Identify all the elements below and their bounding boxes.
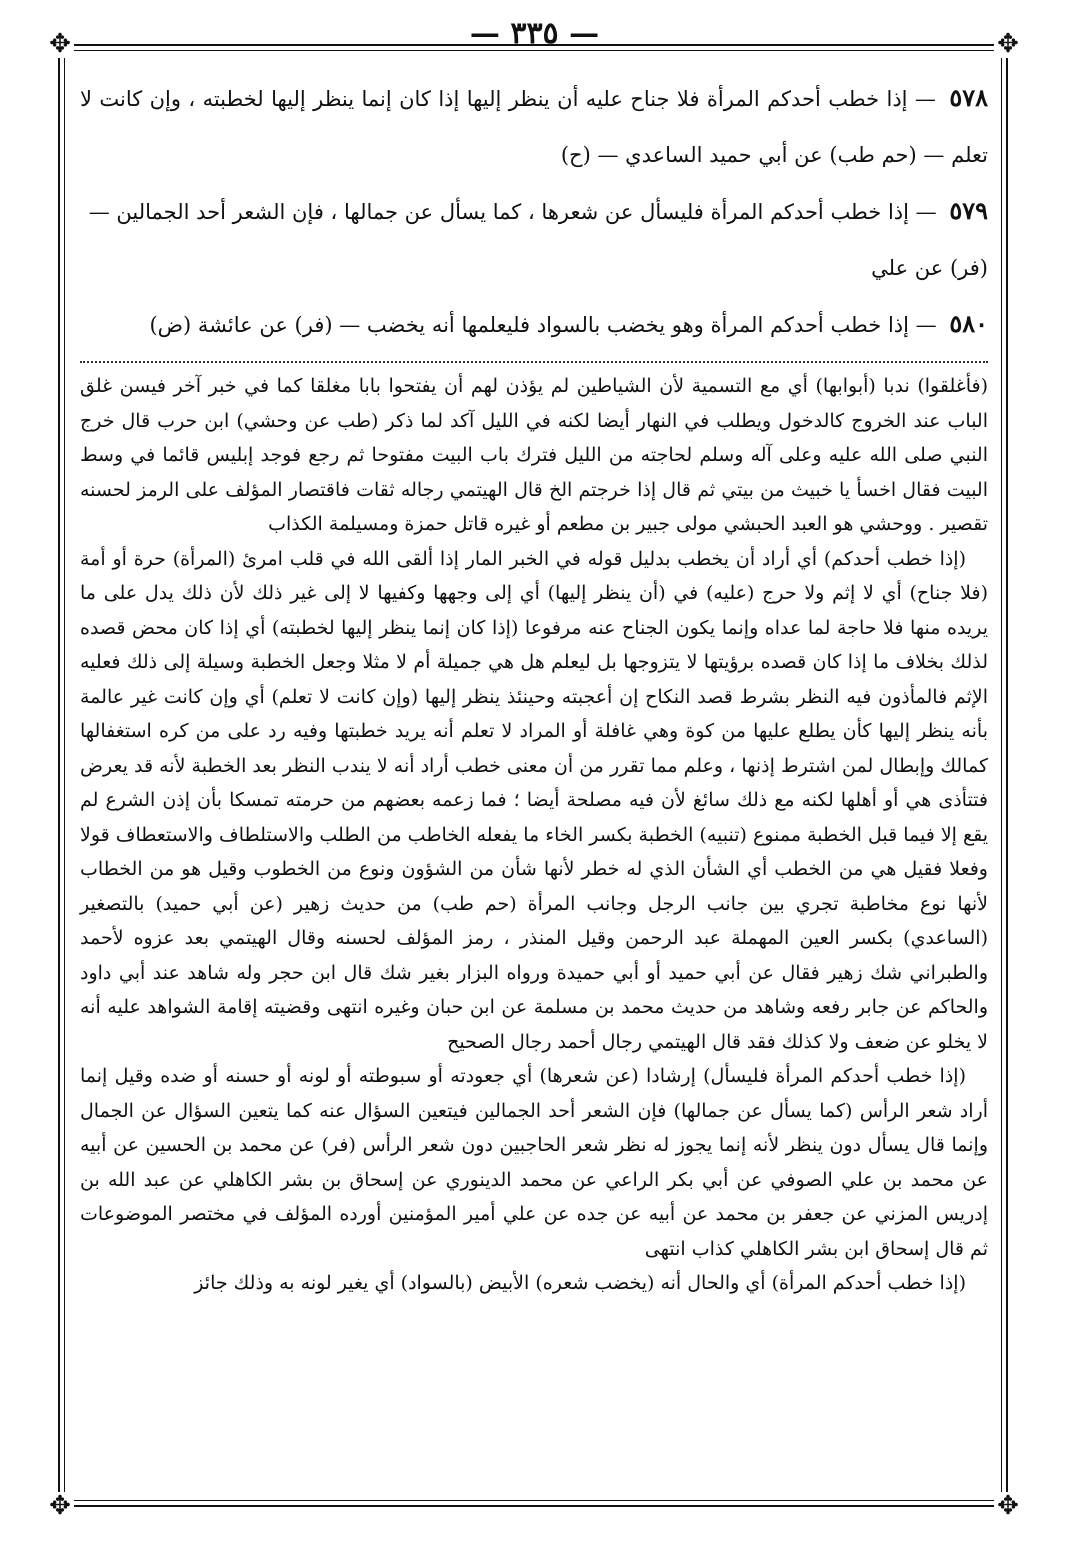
corner-ornament-icon: ✥ bbox=[46, 30, 74, 58]
hadith-source: — (حم طب) عن أبي حميد الساعدي — (ح) bbox=[560, 143, 945, 167]
hadith-number: ٥٧٨ bbox=[949, 83, 988, 112]
page-number: — ٣٣٥ — bbox=[469, 16, 600, 51]
dotted-separator bbox=[80, 361, 988, 363]
hadith-580 bbox=[80, 296, 988, 353]
corner-ornament-icon: ✥ bbox=[994, 30, 1022, 58]
commentary-paragraph: (إذا خطب أحدكم المرأة) أي والحال أنه (يخضب شعره) الأبيض (بالسواد) أي يغير لونه به وذلك جائز bbox=[194, 1272, 966, 1294]
hadith-source: — (فر) عن عائشة (ض) bbox=[149, 313, 361, 337]
commentary-paragraph: (إذا خطب أحدكم المرأة فليسأل) إرشادا (عن شعرها) أي جعودته أو سبوطته أو لونه أو حسنه أو ضده وقيل إنما أراد شعر الرأس (كما يسأل عن جمالها) فإن الشعر أحد الجمالين فيتعين السؤال عنه كما يتعين السؤال عن الجمال وإنما قال يسأل دون ينظر لأنه إنما يجوز له نظر شعر الحاجبين دون شعر الرأس (فر) عن محمد بن الحسين عن أبيه عن محمد بن علي الصوفي عن أبي بكر الراعي عن محمد الدينوري عن إسحاق بن بشر الكاهلي عن عبد الله بن إدريس المزني عن جعفر بن محمد عن أبيه عن جده عن علي أمير المؤمنين أورده المؤلف في مختصر الموضوعات ثم قال إسحاق ابن بشر الكاهلي كذاب انتهى bbox=[80, 1065, 988, 1260]
commentary bbox=[80, 369, 988, 1301]
hadith-text: — إذا خطب أحدكم المرأة فلا جناح عليه أن ينظر إليها إذا كان إنما ينظر إليها لخطبته ، وإن كانت لا تعلم bbox=[80, 87, 988, 167]
page-content bbox=[80, 70, 988, 1490]
hadith-text: — إذا خطب أحدكم المرأة فليسأل عن شعرها ، كما يسأل عن جمالها ، فإن الشعر أحد الجمالين — bbox=[88, 200, 937, 224]
commentary-paragraph: (فأغلقوا) ندبا (أبوابها) أي مع التسمية لأن الشياطين لم يؤذن لهم أن يفتحوا بابا مغلقا كما في خبر آخر فيسن غلق الباب عند الخروج كالدخول ويطلب في النهار أيضا لكنه في الليل آكد لما ذكر (طب عن وحشي) ابن حرب قال خرج النبي صلى الله عليه وعلى آله وسلم لحاجته من الليل فترك باب البيت مفتوحا ثم رجع فوجد إبليس قائما في وسط البيت فقال اخسأ يا خبيث من بيتي ثم قال إذا خرجتم الخ قال الهيتمي رجاله ثقات فاقتصار المؤلف على الرمز لحسنه تقصير . ووحشي هو العبد الحبشي مولى جبير بن مطعم أو غيره قاتل حمزة ومسيلمة الكذاب bbox=[80, 375, 988, 535]
hadith-source: (فر) عن علي bbox=[871, 256, 988, 280]
hadith-number: ٥٧٩ bbox=[949, 196, 988, 225]
hadith-579 bbox=[80, 183, 988, 296]
commentary-paragraph: (إذا خطب أحدكم) أي أراد أن يخطب بدليل قوله في الخبر المار إذا ألقى الله في قلب امرئ (المرأة) حرة أو أمة (فلا جناح) أي لا إثم ولا حرج (عليه) في (أن ينظر إليها) أي إلى وجهها وكفيها لا إلى غير ذلك لأن ذلك يدل على ما يريده منها فلا حاجة لما عداه وإنما يكون الجناح عنه مرفوعا (إذا كان إنما ينظر إليها لخطبته) أي إذا كان محض قصده لذلك بخلاف ما إذا كان قصده برؤيتها لا يتزوجها بل ليعلم هل هي جميلة أم لا مثلا وجعل الخطبة وسيلة إلى ذلك فعليه الإثم فالمأذون فيه النظر بشرط قصد النكاح إن أعجبته وحينئذ ينظر إليها (وإن كانت لا تعلم) أي وإن كانت غير عالمة بأنه ينظر إليها كأن يطلع عليها من كوة وهي غافلة أو المراد لا تعلم أنه يريد خطبتها وفيه رد على من كره استغفالها كمالك وإبطال لمن اشترط إذنها ، وعلم مما تقرر من أن معنى خطب أراد أنه لا يندب النظر بعد الخطبة لأنه قد يعرض فتتأذى هي أو أهلها لكنه مع ذلك سائغ لأن فيه مصلحة أيضا ؛ فما زعمه بعضهم من حرمته تمسكا بأن إذن الشرع لم يقع إلا فيما قبل الخطبة ممنوع (تنبيه) الخطبة بكسر الخاء ما يفعله الخاطب من الطلب والاستلطاف والاستعطاف قولا وفعلا فقيل هي من الخطب أي الشأن الذي له خطر لأنها شأن من الشؤون ونوع من الخطوب وقيل هو من الخطاب لأنها نوع مخاطبة تجري بين جانب الرجل وجانب المرأة (حم طب) من حديث زهير (عن أبي حميد) بالتصغير (الساعدي) بكسر العين المهملة عبد الرحمن وقيل المنذر ، رمز المؤلف لحسنه وقال الهيتمي بعد عزوه لأحمد والطبراني شك زهير فقال عن أبي حميد أو أبي حميدة ورواه البزار بغير شك قال ابن حجر وله شاهد عند أبي داود والحاكم عن جابر رفعه وشاهد من حديث محمد بن مسلمة عن ابن حبان وغيره انتهى وقضيته إقامة الشواهد عليه أنه لا يخلو عن ضعف ولا كذلك فقد قال الهيتمي رجال أحمد رجال الصحيح bbox=[80, 547, 988, 1053]
hadith-578 bbox=[80, 70, 988, 183]
hadith-text: — إذا خطب أحدكم المرأة وهو يخضب بالسواد فليعلمها أنه يخضب bbox=[366, 313, 937, 337]
hadith-number: ٥٨٠ bbox=[949, 309, 988, 338]
corner-ornament-icon: ✥ bbox=[994, 1492, 1022, 1520]
corner-ornament-icon: ✥ bbox=[46, 1492, 74, 1520]
